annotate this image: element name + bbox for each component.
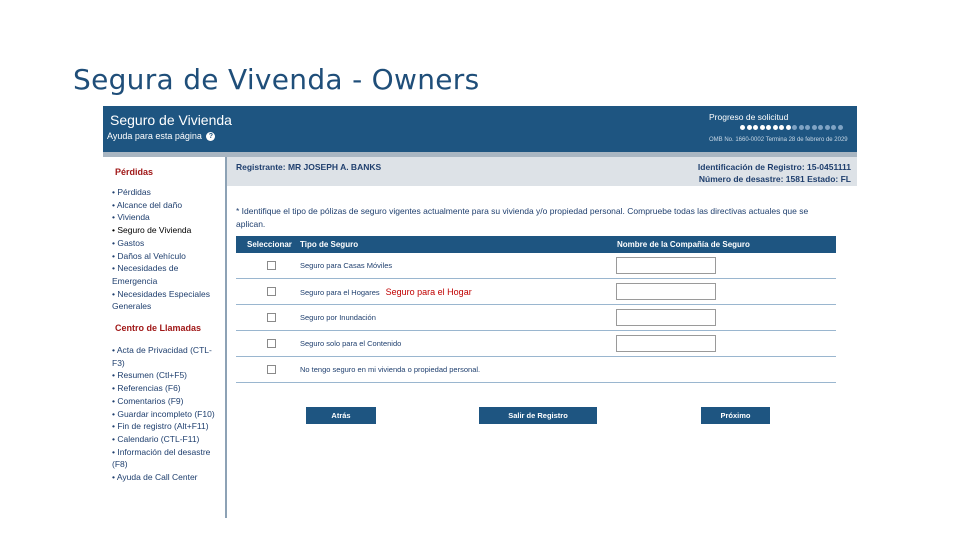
progress-dot: [760, 125, 765, 130]
sidebar-item[interactable]: • Comentarios (F9): [112, 395, 184, 406]
sidebar-item[interactable]: • Referencias (F6): [112, 383, 181, 394]
progress-dot: [805, 125, 810, 130]
header-select: Seleccionar: [247, 240, 292, 249]
header-company: Nombre de la Compañía de Seguro: [617, 240, 750, 249]
registration-bar: [227, 157, 857, 186]
table-header: [236, 236, 836, 253]
table-row: [236, 357, 836, 383]
sidebar-item[interactable]: • Necesidades de Emergencia: [112, 263, 179, 286]
progress-dot: [773, 125, 778, 130]
registrant-name: Registrante: MR JOSEPH A. BANKS: [236, 162, 382, 172]
help-link[interactable]: [107, 131, 215, 141]
progress-dot: [838, 125, 843, 130]
insurance-type: [300, 287, 472, 297]
progress-dot: [747, 125, 752, 130]
sidebar-item[interactable]: • Necesidades Especiales Generales: [112, 288, 210, 312]
progress-dot: [779, 125, 784, 130]
sidebar-item[interactable]: • Pérdidas: [112, 187, 151, 197]
insurance-table: [236, 236, 836, 383]
exit-registration-button[interactable]: Salir de Registro: [479, 407, 597, 424]
select-checkbox[interactable]: [267, 313, 276, 322]
insurance-type: Seguro solo para el Contenido: [300, 339, 402, 348]
table-row: [236, 253, 836, 279]
sidebar-item[interactable]: • Gastos: [112, 237, 145, 248]
table-row: [236, 331, 836, 357]
progress-dot: [818, 125, 823, 130]
question-icon[interactable]: ?: [206, 132, 215, 141]
insurance-type: Seguro para Casas Móviles: [300, 261, 393, 270]
header-type: Tipo de Seguro: [300, 240, 359, 249]
progress-dot: [799, 125, 804, 130]
progress-dot: [766, 125, 771, 130]
sidebar-item[interactable]: • Alcance del daño: [112, 199, 183, 210]
insurance-type: No tengo seguro en mi vivienda o propiedad personal.: [300, 365, 481, 374]
sidebar-section-losses: Pérdidas: [115, 167, 154, 177]
company-name-input[interactable]: [616, 309, 716, 326]
translation-annotation: Seguro para el Hogar: [385, 287, 472, 297]
select-checkbox[interactable]: [267, 365, 276, 374]
sidebar-call-center-list: [112, 344, 224, 484]
sidebar-item[interactable]: • Calendario (CTL-F11): [112, 433, 200, 444]
registration-id: Identificación de Registro: 15-0451111: [697, 162, 851, 172]
slide-title: Segura de Vivenda - Owners: [73, 63, 480, 96]
progress-dot: [753, 125, 758, 130]
company-name-input[interactable]: [616, 335, 716, 352]
disaster-number: Número de desastre: 1581 Estado: FL: [698, 174, 851, 184]
sidebar-item[interactable]: • Información del desastre (F8): [112, 446, 211, 470]
company-name-input[interactable]: [616, 257, 716, 274]
table-row: [236, 305, 836, 331]
company-name-input[interactable]: [616, 283, 716, 300]
sidebar-item[interactable]: • Resumen (Ctl+F5): [112, 370, 188, 381]
omb-notice: OMB No. 1660-0002 Termina 28 de febrero de 2029: [709, 137, 848, 143]
application-window: [103, 106, 857, 518]
sidebar: [103, 157, 227, 518]
progress-indicator: [740, 125, 843, 130]
sidebar-item[interactable]: • Seguro de Vivienda: [112, 225, 192, 236]
sidebar-item[interactable]: • Fin de registro (Alt+F11): [112, 421, 209, 432]
select-checkbox[interactable]: [267, 261, 276, 270]
progress-dot: [792, 125, 797, 130]
back-button[interactable]: Atrás: [306, 407, 376, 424]
sidebar-item[interactable]: • Vivienda: [112, 212, 150, 223]
next-button[interactable]: Próximo: [701, 407, 770, 424]
app-header: [103, 106, 857, 152]
sidebar-item[interactable]: • Ayuda de Call Center: [112, 472, 198, 483]
progress-dot: [831, 125, 836, 130]
select-checkbox[interactable]: [267, 339, 276, 348]
progress-dot: [812, 125, 817, 130]
insurance-type-label: Seguro para el Hogares: [300, 288, 380, 297]
select-checkbox[interactable]: [267, 287, 276, 296]
progress-title: Progreso de solicitud: [709, 112, 789, 122]
help-label: Ayuda para esta página: [107, 131, 202, 141]
page-title: Seguro de Vivienda: [110, 112, 232, 128]
sidebar-losses-list: [112, 186, 224, 313]
sidebar-item[interactable]: • Daños al Vehículo: [112, 250, 186, 261]
progress-dot: [786, 125, 791, 130]
progress-dot: [825, 125, 830, 130]
insurance-type: Seguro por Inundación: [300, 313, 376, 322]
table-row: [236, 279, 836, 305]
sidebar-item[interactable]: • Acta de Privacidad (CTL-F3): [112, 345, 212, 368]
progress-dot: [740, 125, 745, 130]
instruction-text: * Identifique el tipo de pólizas de seguro vigentes actualmente para su vivienda y/o propiedad personal. Compruebe todas las directivas actuales que se aplican.: [236, 206, 809, 229]
sidebar-item[interactable]: • Guardar incompleto (F10): [112, 408, 215, 419]
sidebar-section-call-center: Centro de Llamadas: [115, 323, 202, 333]
